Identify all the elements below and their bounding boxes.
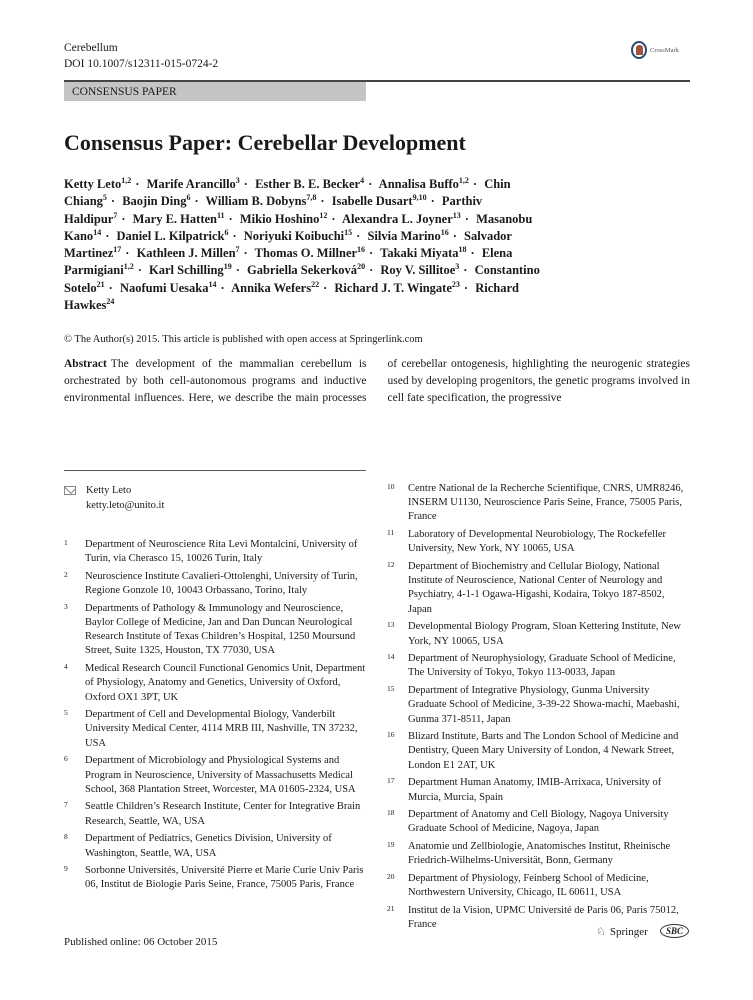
author-separator: · — [243, 177, 248, 191]
affiliation — [387, 620, 689, 648]
affiliation-text: Department of Anatomy and Cell Biology, Nagoya University Graduate School of Medicine, Nagoya, Japan — [408, 809, 669, 835]
author-name: Baojin Ding — [122, 194, 187, 209]
affiliation — [64, 662, 366, 705]
author-affiliation-ref: 20 — [357, 262, 366, 272]
author-name: Kathleen J. Millen — [136, 246, 236, 261]
doi[interactable]: DOI 10.1007/s12311-015-0724-2 — [64, 58, 219, 70]
author-separator: · — [470, 246, 475, 261]
author-name: Gabriella Sekerková — [246, 263, 358, 278]
author-name: Mikio Hoshino — [239, 211, 320, 226]
author-affiliation-ref: 1,2 — [123, 262, 134, 272]
affiliation-number: 9 — [64, 864, 68, 874]
affiliation-text: Seattle Children’s Research Institute, Center for Integrative Brain Research, Seattle, WA, USA — [85, 801, 361, 827]
author-name: Constantino Sotelo — [64, 263, 540, 295]
author-name: Chin Chiang — [64, 177, 511, 209]
author-separator: · — [331, 211, 336, 226]
affiliation-text: Department of Pediatrics, Genetics Division, University of Washington, Seattle, WA, USA — [85, 833, 332, 859]
abstract-text: The development of the mammalian cerebellum is orchestrated by both cell-autonomous programs and inductive environmental influences. Here, we describe the main processes of cerebellar ontogenesis, highlighting the neurogenic strategies used by developing progenitors, the genetic programs involved in cell fate specification, the progressive — [64, 358, 690, 404]
author-name: Ketty Leto — [64, 177, 122, 191]
author-affiliation-ref: 11 — [216, 210, 225, 220]
author-affiliation-ref: 6 — [224, 227, 229, 237]
author-separator: · — [430, 194, 435, 209]
affiliation-text: Departments of Pathology & Immunology and Neuroscience, Baylor College of Medicine, Jan and Dan Duncan Neurological Research Institute of Texas Children’s Hospital, 1250 Moursund Street, Suite 1325, Houston, TX 77030, USA — [85, 602, 356, 657]
affiliation-number: 12 — [387, 560, 395, 570]
affiliation — [387, 776, 689, 804]
affiliation — [64, 832, 366, 860]
affiliation-number: 15 — [387, 684, 395, 694]
author-separator: · — [121, 211, 126, 226]
author-affiliation-ref: 23 — [451, 279, 460, 289]
abstract — [64, 356, 690, 407]
affiliation — [387, 528, 689, 556]
author-separator: · — [464, 211, 469, 226]
author-name: Annika Wefers — [231, 280, 312, 295]
envelope-icon — [64, 486, 76, 495]
author-separator: · — [105, 228, 110, 243]
author-separator: · — [323, 280, 328, 295]
author-affiliation-ref: 12 — [319, 210, 328, 220]
author-affiliation-ref: 7 — [235, 245, 240, 255]
affiliation-number: 11 — [387, 528, 395, 538]
affiliation-text: Sorbonne Universités, Université Pierre et Marie Curie Univ Paris 06, Institut de Biologie Paris Seine, France, 75005 Paris, France — [85, 865, 364, 891]
crossmark-badge[interactable] — [631, 41, 679, 59]
author-name: Karl Schilling — [149, 263, 224, 278]
affiliation — [387, 808, 689, 836]
affiliation-number: 20 — [387, 872, 395, 882]
journal-header — [64, 40, 218, 72]
author-affiliation-ref: 1,2 — [458, 176, 469, 185]
affiliation-number: 6 — [64, 754, 68, 764]
abstract-label: Abstract — [64, 358, 107, 370]
author-separator: · — [368, 177, 373, 191]
affiliation-text: Department of Integrative Physiology, Gunma University Graduate School of Medicine, 3-39-22 Showa-machi, Maebashi, Gunma 371-8511, Japan — [408, 685, 680, 725]
affiliation-number: 8 — [64, 832, 68, 842]
affiliation-number: 19 — [387, 840, 395, 850]
affiliation-number: 21 — [387, 903, 395, 913]
affiliation-number: 7 — [64, 800, 68, 810]
affiliation-number: 13 — [387, 620, 395, 630]
springer-horse-icon: ♘ — [596, 926, 606, 938]
affiliation-number: 4 — [64, 662, 68, 672]
affiliation-text: Medical Research Council Functional Genomics Unit, Department of Physiology, Anatomy and Genetics, University of Oxford, Oxford OX1 3PT, UK — [85, 663, 366, 703]
springer-logo — [596, 925, 648, 938]
published-date: Published online: 06 October 2015 — [64, 936, 218, 948]
author-separator: · — [228, 211, 233, 226]
author-separator: · — [452, 228, 457, 243]
affiliation-text: Department of Physiology, Feinberg School of Medicine, Northwestern University, Chicago, IL 60611, USA — [408, 873, 649, 899]
affiliation — [64, 708, 366, 751]
author-separator: · — [369, 246, 374, 261]
affiliation-text: Neuroscience Institute Cavalieri-Ottolenghi, University of Turin, Regione Gonzole 10, 10043 Orbassano, Torino, Italy — [85, 570, 358, 597]
author-separator: · — [472, 177, 478, 191]
affiliation — [387, 872, 689, 900]
affiliation-number: 17 — [387, 776, 395, 786]
journal-name: Cerebellum — [64, 42, 118, 54]
author-name: Annalisa Buffo — [378, 177, 459, 191]
author-name: Esther B. E. Becker — [255, 177, 361, 191]
contact-name: Ketty Leto — [86, 485, 132, 496]
author-name: Richard Hawkes — [64, 280, 519, 313]
author-name: Salvador Martinez — [64, 228, 512, 261]
affiliation-text: Department of Neurophysiology, Graduate School of Medicine, The University of Tokyo, Tokyo 113-0033, Japan — [408, 653, 676, 679]
author-affiliation-ref: 4 — [360, 176, 365, 185]
affiliation-text: Laboratory of Developmental Neurobiology, The Rockefeller University, New York, NY 10065, USA — [408, 529, 667, 555]
author-separator: · — [194, 194, 199, 209]
author-separator: · — [220, 280, 225, 295]
author-separator: · — [137, 263, 142, 278]
affiliation — [64, 538, 366, 566]
affiliation-text: Department of Cell and Developmental Biology, Vanderbilt University Medical Center, 4114 MRB III, Nashville, TN 37232, USA — [85, 709, 358, 749]
author-name: Takaki Miyata — [380, 246, 459, 261]
contact-email[interactable]: ketty.leto@unito.it — [86, 500, 165, 511]
affiliation — [387, 684, 689, 727]
author-name: Marife Arancillo — [146, 177, 236, 191]
affiliation — [387, 840, 689, 868]
author-separator: · — [235, 263, 240, 278]
affiliation-text: Anatomie und Zellbiologie, Anatomisches Institut, Rheinische Friedrich-Wilhelms-Universität, Bonn, Germany — [408, 841, 671, 867]
author-affiliation-ref: 16 — [440, 227, 449, 237]
affiliation-number: 3 — [64, 601, 68, 611]
author-separator: · — [320, 194, 325, 209]
affiliation-number: 2 — [64, 569, 68, 579]
author-affiliation-ref: 3 — [235, 176, 240, 185]
author-list — [64, 176, 544, 314]
author-affiliation-ref: 9,10 — [412, 193, 427, 203]
author-separator: · — [356, 228, 361, 243]
author-name: Daniel L. Kilpatrick — [116, 228, 225, 243]
author-affiliation-ref: 5 — [102, 193, 107, 203]
affiliation-text: Department of Microbiology and Physiological Systems and Program in Neuroscience, University of Massachusetts Medical School, 368 Plantation Street, Worcester, MA 01605-2324, USA — [85, 755, 356, 795]
author-affiliation-ref: 16 — [357, 245, 366, 255]
author-name: Alexandra L. Joyner — [342, 211, 453, 226]
author-name: Mary E. Hatten — [132, 211, 217, 226]
crossmark-icon — [631, 41, 647, 59]
sbc-logo: SBC — [660, 924, 689, 938]
affiliation-text: Department Human Anatomy, IMIB-Arrixaca, University of Murcia, Murcia, Spain — [408, 777, 662, 803]
author-affiliation-ref: 1,2 — [121, 176, 132, 185]
author-separator: · — [125, 246, 130, 261]
author-affiliation-ref: 24 — [106, 297, 115, 307]
affiliation — [64, 800, 366, 828]
section-label: CONSENSUS PAPER — [64, 82, 366, 101]
affiliation-number: 5 — [64, 708, 68, 718]
author-name: Roy V. Sillitoe — [380, 263, 456, 278]
author-separator: · — [243, 246, 248, 261]
author-name: Thomas O. Millner — [254, 246, 358, 261]
author-affiliation-ref: 22 — [311, 279, 320, 289]
author-name: William B. Dobyns — [205, 194, 307, 209]
open-access-notice: © The Author(s) 2015. This article is published with open access at Springerlink.com — [64, 334, 423, 345]
author-affiliation-ref: 21 — [96, 279, 105, 289]
affiliations-right — [387, 482, 689, 936]
author-name: Noriyuki Koibuchi — [243, 228, 345, 243]
affiliation-number: 10 — [387, 482, 395, 491]
crossmark-label: CrossMark — [650, 46, 679, 54]
author-affiliation-ref: 7,8 — [306, 193, 317, 203]
author-separator: · — [135, 177, 140, 191]
author-affiliation-ref: 14 — [208, 279, 217, 289]
affiliation-text: Blizard Institute, Barts and The London School of Medicine and Dentistry, Queen Mary University of London, 4 Newark Street, London E1 2AT, UK — [408, 731, 679, 771]
author-name: Masanobu Kano — [64, 211, 533, 243]
author-affiliation-ref: 15 — [344, 227, 353, 237]
author-affiliation-ref: 7 — [113, 210, 118, 220]
paper-title: Consensus Paper: Cerebellar Development — [64, 130, 466, 155]
affiliation-text: Department of Neuroscience Rita Levi Montalcini, University of Turin, via Cherasco 15, 10026 Turin, Italy — [85, 539, 358, 565]
affiliation-number: 18 — [387, 808, 395, 818]
affiliation — [387, 482, 689, 525]
affiliation — [64, 754, 366, 797]
author-name: Richard J. T. Wingate — [334, 280, 452, 295]
author-separator: · — [232, 228, 237, 243]
author-separator: · — [463, 263, 468, 278]
footnote-rule — [64, 470, 366, 471]
author-name: Parthiv Haldipur — [64, 194, 483, 226]
author-separator: · — [108, 280, 113, 295]
author-affiliation-ref: 13 — [452, 210, 461, 220]
publisher-name: Springer — [609, 925, 648, 938]
affiliation — [387, 652, 689, 680]
author-affiliation-ref: 6 — [186, 193, 191, 203]
affiliation-text: Centre National de la Recherche Scientifique, CNRS, UMR8246, INSERM U1130, Neuroscience Paris Seine, France, 75005 Paris, France — [408, 483, 684, 523]
affiliation-number: 1 — [64, 538, 68, 547]
affiliation-number: 14 — [387, 652, 395, 662]
affiliation — [64, 864, 366, 892]
author-name: Isabelle Dusart — [331, 194, 413, 209]
affiliation-text: Department of Biochemistry and Cellular Biology, National Institute of Neuroscience, National Center of Neurology and Psychiatry, 4-1-1 Ogawa-Higashi, Kodaira, Tokyo 187-8502, Japan — [408, 561, 665, 615]
affiliation-number: 16 — [387, 730, 395, 740]
affiliation — [64, 570, 366, 598]
author-name: Elena Parmigiani — [64, 246, 513, 278]
affiliation — [387, 560, 689, 617]
corresponding-author — [64, 483, 164, 513]
author-affiliation-ref: 3 — [455, 262, 460, 272]
author-name: Silvia Marino — [367, 228, 441, 243]
author-affiliation-ref: 19 — [223, 262, 232, 272]
author-affiliation-ref: 14 — [93, 227, 102, 237]
affiliation-text: Institut de la Vision, UPMC Université de Paris 06, Paris 75012, France — [408, 904, 679, 931]
affiliation-text: Developmental Biology Program, Sloan Kettering Institute, New York, NY 10065, USA — [408, 621, 681, 647]
author-affiliation-ref: 17 — [113, 245, 122, 255]
author-name: Naofumi Uesaka — [119, 280, 209, 295]
affiliations-left — [64, 538, 366, 896]
affiliation — [387, 730, 689, 773]
affiliation — [64, 602, 366, 659]
author-separator: · — [110, 194, 116, 209]
author-affiliation-ref: 18 — [458, 245, 467, 255]
author-separator: · — [463, 280, 469, 295]
author-separator: · — [369, 263, 374, 278]
